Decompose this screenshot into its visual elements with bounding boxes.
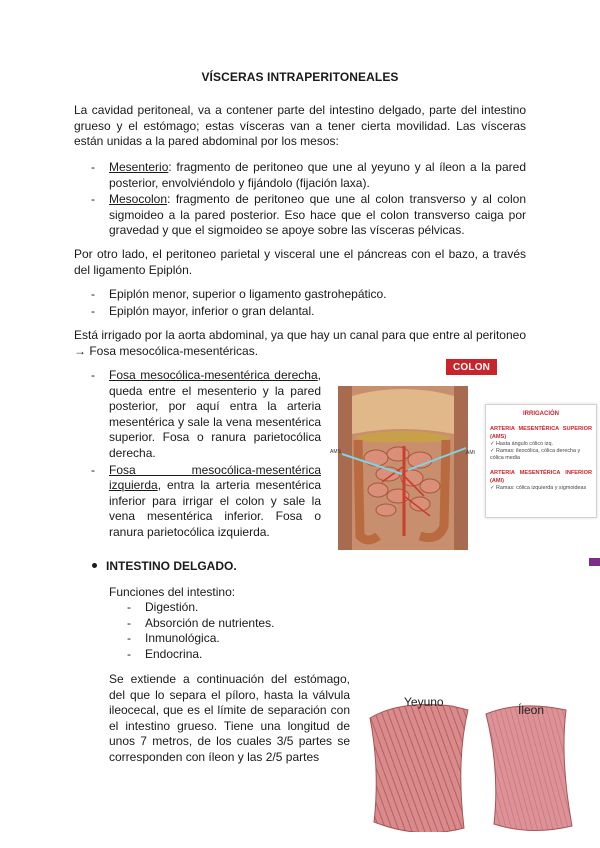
funciones-list <box>127 600 345 662</box>
intro-paragraph: La cavidad peritoneal, va a contener parte del intestino delgado, parte del intestino grueso y el estómago; estas vísceras van a tener cierta movilidad. Las vísceras están unidas a la pared abdominal por los mesos: <box>74 103 526 149</box>
term-mesocolon: Mesocolon <box>109 192 168 207</box>
list-item: - Fosa mesocólica-mesentérica derecha, queda entre el mesenterio y la pared posterior, por aquí entra la arteria mesentérica y sale la vena mesentérica superior. Fosa o ranura parietocólica derecha. <box>91 368 321 460</box>
list-item: - Endocrina. <box>127 646 203 661</box>
peritoneo-paragraph: Por otro lado, el peritoneo parietal y visceral une el páncreas con el bazo, a través del ligamento Epiplón. <box>74 247 526 277</box>
irrigacion-box <box>485 404 597 518</box>
term-fosa-derecha: Fosa mesocólica-mesentérica derecha <box>109 368 318 382</box>
list-item: - Inmunológica. <box>127 631 220 646</box>
page-tab-marker <box>589 558 600 566</box>
yeyuno-ileon-image <box>360 690 590 832</box>
label-yeyuno: Yeyuno <box>404 695 444 709</box>
ams-heading: ARTERIA MESENTÉRICA SUPERIOR (AMS) <box>490 426 592 440</box>
list-item: - Fosa mesocólica-mesentérica izquierda, entra la arteria mesentérica inferior para irrigar el colon y sale la vena mesentérica inferior. Fosa o ranura parietocólica izquierda. <box>91 462 321 539</box>
ami-item: ✓ Ramas: cólica izquierda y sigmoideas <box>490 485 587 491</box>
irrigacion-title: IRRIGACIÓN <box>523 411 559 417</box>
colon-badge: COLON <box>446 359 497 375</box>
label-ams: AMS <box>330 449 341 455</box>
mesos-list <box>91 160 526 239</box>
ams-item: ✓ Hasta ángulo cólico izq. <box>490 441 553 447</box>
bullet-icon <box>92 563 97 568</box>
irrigado-paragraph: Está irrigado por la aorta abdominal, ya que hay un canal para que entre al peritoneo → Fosa mesocólica-mesentéricas. <box>74 328 526 358</box>
page-title: VÍSCERAS INTRAPERITONEALES <box>201 70 399 84</box>
label-ileon: Íleon <box>518 703 545 717</box>
section-heading-intestino: INTESTINO DELGADO. <box>92 559 237 573</box>
extiende-paragraph: Se extiende a continuación del estómago, del que lo separa el píloro, hasta la válvula ileocecal, que es el límite de separación con el intestino grueso. Tiene una longitud de unos 7 metros, de los cuales 3/5 partes se corresponden con íleon y las 2/5 partes <box>109 672 350 764</box>
term-mesenterio: Mesenterio <box>109 160 169 174</box>
colon-anatomy-image <box>338 386 468 550</box>
list-item: - Digestión. <box>127 600 199 614</box>
list-item: - Epiplón menor, superior o ligamento gastrohepático. <box>91 287 387 301</box>
fosas-list <box>91 368 321 541</box>
list-item: - Epiplón mayor, inferior o gran delantal. <box>91 303 315 318</box>
funciones-intro: Funciones del intestino: <box>109 585 236 599</box>
label-ami: AMI <box>466 450 475 456</box>
ams-item: ✓ Ramas: ileocólica, cólica derecha y cólica media <box>490 448 581 461</box>
list-item: - Mesocolon: fragmento de peritoneo que une al colon transverso y al colon sigmoideo a la pared posterior. Eso hace que el colon transverso caiga por gravedad y que el sigmoideo se apoye sobre las vísceras pélvicas. <box>91 192 526 238</box>
list-item: - Absorción de nutrientes. <box>127 615 275 630</box>
list-item: - Mesenterio: fragmento de peritoneo que une al yeyuno y al íleon a la pared posterior, envolviéndolo y fijándolo (fijación laxa). <box>91 160 526 190</box>
ami-heading: ARTERIA MESENTÉRICA INFERIOR (AMI) <box>490 470 592 484</box>
term-fosa-izquierda: Fosa mesocólica-mesentérica izquierda <box>109 462 321 493</box>
epiplon-list <box>91 287 526 319</box>
